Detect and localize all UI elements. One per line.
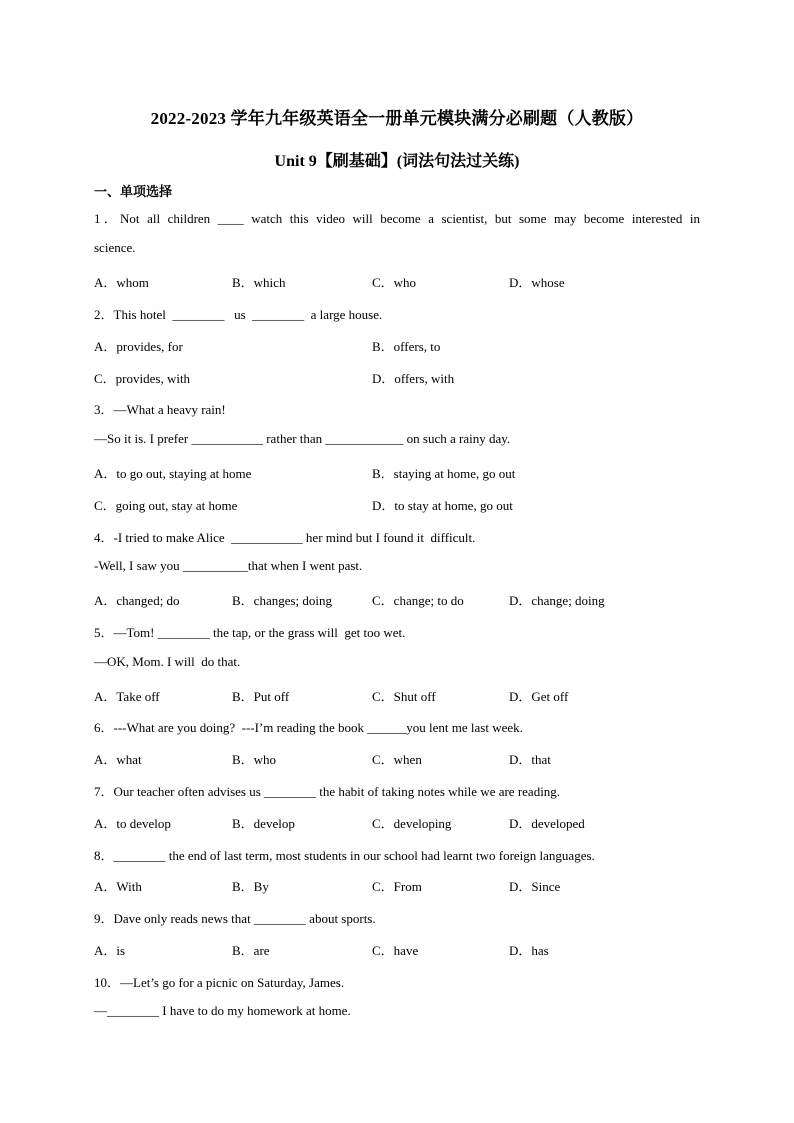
question-5-option-a: A．Take off — [94, 689, 160, 704]
question-2-option-d: D．offers, with — [372, 371, 455, 386]
question-7-stem: 7．Our teacher often advises us ________ the habit of taking notes while we are reading. — [94, 784, 561, 799]
question-9-option-d: D．has — [509, 943, 549, 958]
question-8-stem: 8．________ the end of last term, most students in our school had learnt two foreign languages. — [94, 848, 595, 863]
question-6-option-c: C．when — [372, 752, 422, 767]
question-2-option-a: A．provides, for — [94, 339, 183, 354]
question-2-stem: 2．This hotel ________ us ________ a large house. — [94, 307, 383, 322]
question-10-stem-line-2: —________ I have to do my homework at home. — [94, 1003, 351, 1018]
question-9-stem: 9．Dave only reads news that ________ about sports. — [94, 911, 376, 926]
question-1-option-d: D．whose — [509, 275, 565, 290]
question-5-stem-line-1: 5．—Tom! ________ the tap, or the grass will get too wet. — [94, 625, 406, 640]
question-4-stem-line-2: -Well, I saw you __________that when I went past. — [94, 558, 363, 573]
question-3-option-c: C．going out, stay at home — [94, 498, 238, 513]
question-1-stem-line-1: 1．Not all children ____ watch this video will become a scientist, but some may become interested in — [94, 211, 700, 226]
question-8-option-d: D．Since — [509, 879, 561, 894]
question-5-option-c: C．Shut off — [372, 689, 436, 704]
question-5-option-b: B．Put off — [232, 689, 290, 704]
question-1-option-c: C．who — [372, 275, 417, 290]
question-3-option-a: A．to go out, staying at home — [94, 466, 252, 481]
question-4-option-d: D．change; doing — [509, 593, 605, 608]
question-8-option-c: C．From — [372, 879, 422, 894]
question-2-option-c: C．provides, with — [94, 371, 191, 386]
question-9-option-c: C．have — [372, 943, 419, 958]
page-subtitle: Unit 9【刷基础】(词法句法过关练) — [274, 153, 520, 170]
question-8-option-b: B．By — [232, 879, 269, 894]
question-6-option-b: B．who — [232, 752, 277, 767]
page-title: 2022-2023 学年九年级英语全一册单元模块满分必刷题（人教版） — [150, 109, 644, 128]
question-7-option-a: A．to develop — [94, 816, 171, 831]
question-1-option-a: A．whom — [94, 275, 149, 290]
question-2-option-b: B．offers, to — [372, 339, 441, 354]
question-3-stem-line-2: —So it is. I prefer ___________ rather than ____________ on such a rainy day. — [94, 431, 511, 446]
question-7-option-d: D．developed — [509, 816, 585, 831]
question-4-option-c: C．change; to do — [372, 593, 464, 608]
question-1-stem-line-2: science. — [94, 240, 136, 255]
question-4-stem-line-1: 4．-I tried to make Alice ___________ her mind but I found it difficult. — [94, 530, 476, 545]
question-6-stem: 6．---What are you doing? ---I’m reading the book ______you lent me last week. — [94, 720, 523, 735]
question-4-option-b: B．changes; doing — [232, 593, 333, 608]
question-6-option-a: A．what — [94, 752, 142, 767]
question-6-option-d: D．that — [509, 752, 551, 767]
question-8-option-a: A．With — [94, 879, 142, 894]
question-3-option-b: B．staying at home, go out — [372, 466, 516, 481]
question-1-option-b: B．which — [232, 275, 286, 290]
question-5-stem-line-2: —OK, Mom. I will do that. — [94, 654, 241, 669]
question-9-option-b: B．are — [232, 943, 270, 958]
section-heading: 一、单项选择 — [94, 184, 173, 199]
question-4-option-a: A．changed; do — [94, 593, 180, 608]
question-10-stem-line-1: 10．—Let’s go for a picnic on Saturday, James. — [94, 975, 345, 990]
question-9-option-a: A．is — [94, 943, 126, 958]
question-7-option-b: B．develop — [232, 816, 295, 831]
question-7-option-c: C．developing — [372, 816, 452, 831]
question-3-option-d: D．to stay at home, go out — [372, 498, 513, 513]
question-3-stem-line-1: 3．—What a heavy rain! — [94, 402, 226, 417]
question-5-option-d: D．Get off — [509, 689, 569, 704]
